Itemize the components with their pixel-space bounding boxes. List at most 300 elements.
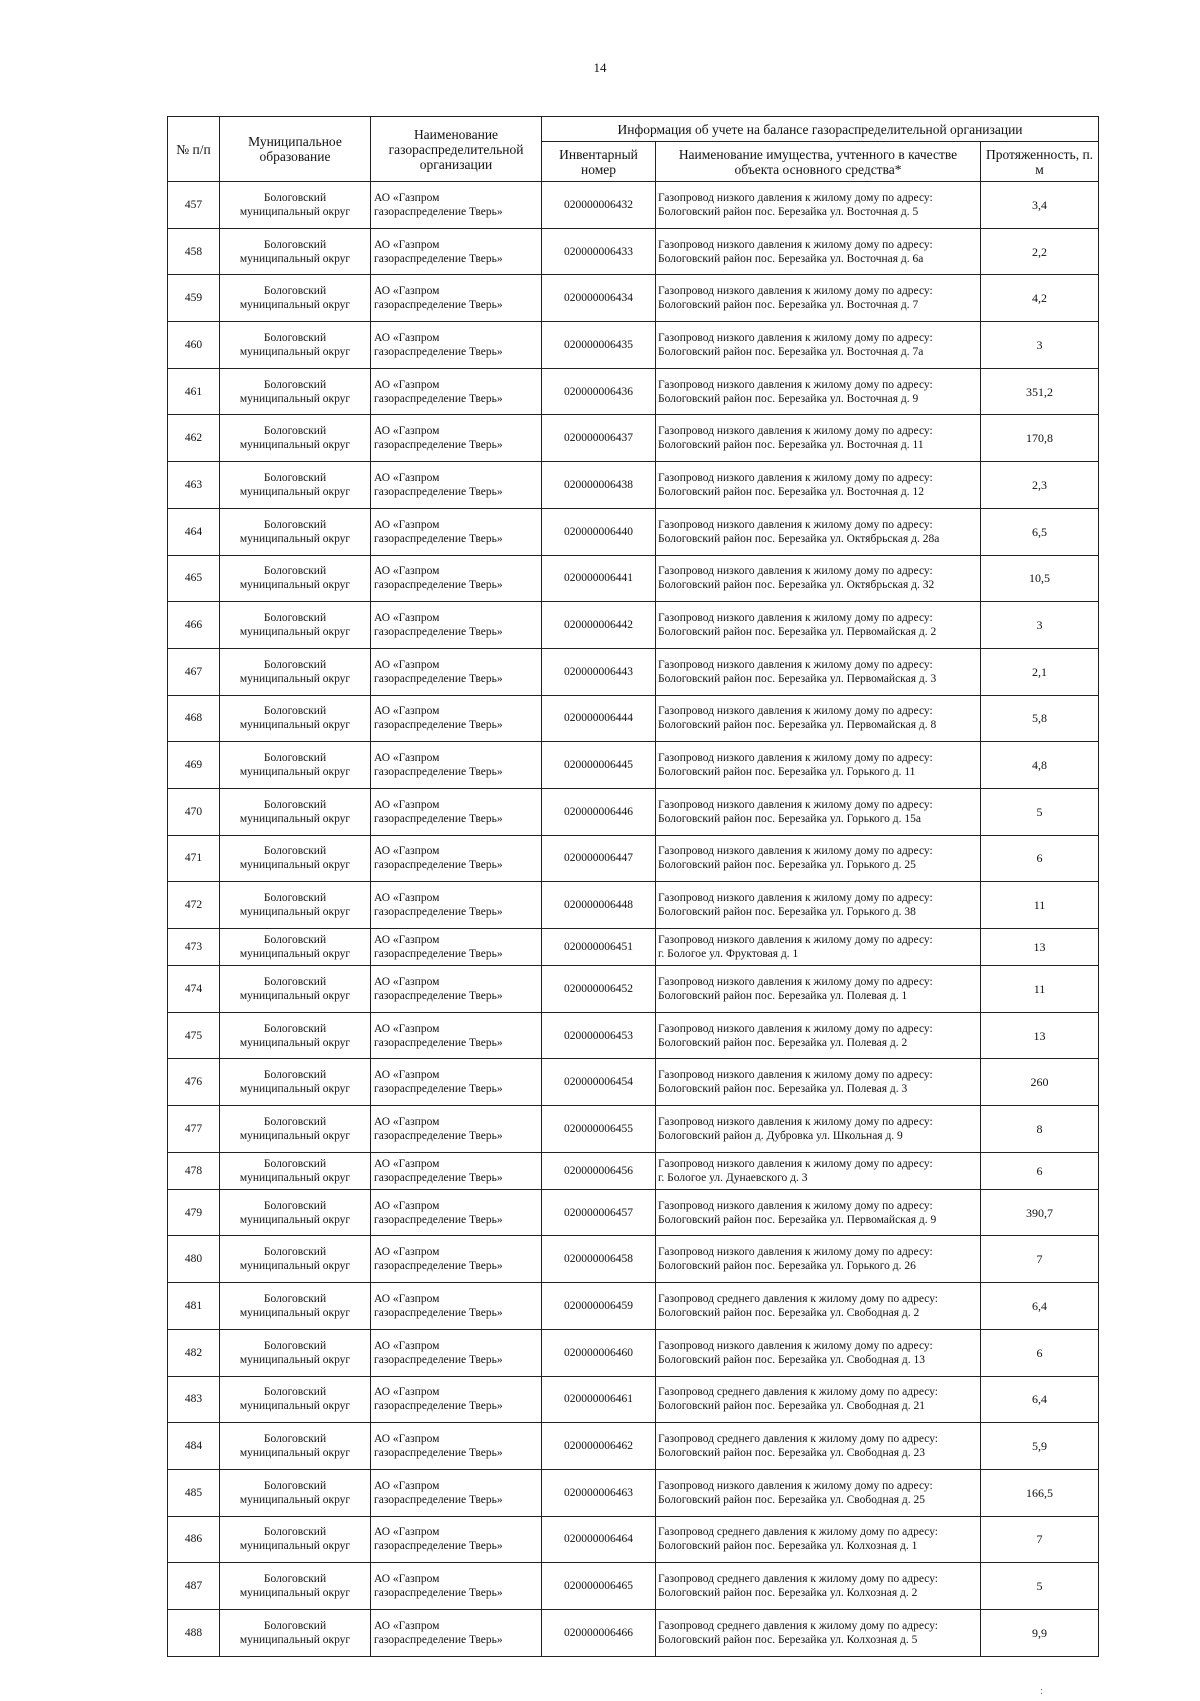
length-value: 7 xyxy=(981,1516,1099,1563)
org-line-2: газораспределение Тверь» xyxy=(374,1260,503,1273)
object-cell xyxy=(656,555,981,602)
org-cell xyxy=(371,1189,542,1236)
inventory-number: 020000006452 xyxy=(542,966,656,1013)
object-cell xyxy=(656,1469,981,1516)
row-number: 464 xyxy=(168,508,220,555)
row-number: 462 xyxy=(168,415,220,462)
org-line-2: газораспределение Тверь» xyxy=(374,626,503,639)
municipality-cell xyxy=(220,1469,371,1516)
org-line-1: АО «Газпром xyxy=(374,191,440,204)
object-cell xyxy=(656,228,981,275)
municipality-line-1: Бологовский xyxy=(263,1433,327,1446)
org-line-2: газораспределение Тверь» xyxy=(374,1036,503,1049)
municipality-line-2: муниципальный округ xyxy=(239,485,351,498)
object-line-1: Газопровод низкого давления к жилому дому по адресу: xyxy=(658,1199,933,1212)
municipality-line-2: муниципальный округ xyxy=(239,672,351,685)
municipality-cell xyxy=(220,1152,371,1189)
org-line-2: газораспределение Тверь» xyxy=(374,1353,503,1366)
length-value: 2,1 xyxy=(981,648,1099,695)
row-number: 483 xyxy=(168,1376,220,1423)
municipality-line-1: Бологовский xyxy=(263,238,327,251)
table-row xyxy=(168,695,1099,742)
object-line-1: Газопровод среднего давления к жилому дому по адресу: xyxy=(658,1386,939,1399)
header-org: Наименование газораспределительной организации xyxy=(371,117,542,182)
municipality-line-1: Бологовский xyxy=(263,1573,327,1586)
org-cell xyxy=(371,1106,542,1153)
row-number: 481 xyxy=(168,1283,220,1330)
length-value: 166,5 xyxy=(981,1469,1099,1516)
org-line-1: АО «Газпром xyxy=(374,425,440,438)
municipality-line-2: муниципальный округ xyxy=(239,1171,351,1184)
org-line-2: газораспределение Тверь» xyxy=(374,485,503,498)
municipality-line-1: Бологовский xyxy=(263,1022,327,1035)
inventory-number: 020000006453 xyxy=(542,1012,656,1059)
row-number: 478 xyxy=(168,1152,220,1189)
length-value: 13 xyxy=(981,1012,1099,1059)
object-line-2: Бологовский район пос. Березайка ул. Горького д. 25 xyxy=(658,859,916,872)
length-value: 6,5 xyxy=(981,508,1099,555)
table-row xyxy=(168,1469,1099,1516)
org-line-2: газораспределение Тверь» xyxy=(374,1213,503,1226)
org-cell xyxy=(371,1059,542,1106)
row-number: 487 xyxy=(168,1563,220,1610)
municipality-line-1: Бологовский xyxy=(263,705,327,718)
org-cell xyxy=(371,1152,542,1189)
object-line-1: Газопровод среднего давления к жилому дому по адресу: xyxy=(658,1619,939,1632)
object-cell xyxy=(656,835,981,882)
object-line-1: Газопровод среднего давления к жилому дому по адресу: xyxy=(658,1433,939,1446)
municipality-line-1: Бологовский xyxy=(263,1199,327,1212)
object-line-2: Бологовский район пос. Березайка ул. Первомайская д. 2 xyxy=(658,626,937,639)
object-line-2: Бологовский район пос. Березайка ул. Полевая д. 2 xyxy=(658,1036,908,1049)
municipality-cell xyxy=(220,1059,371,1106)
org-cell xyxy=(371,322,542,369)
object-line-1: Газопровод низкого давления к жилому дому по адресу: xyxy=(658,798,933,811)
org-line-2: газораспределение Тверь» xyxy=(374,1306,503,1319)
object-cell xyxy=(656,1283,981,1330)
municipality-line-2: муниципальный округ xyxy=(239,1540,351,1553)
municipality-line-1: Бологовский xyxy=(263,975,327,988)
row-number: 469 xyxy=(168,742,220,789)
table-row xyxy=(168,368,1099,415)
municipality-cell xyxy=(220,1563,371,1610)
length-value: 3 xyxy=(981,322,1099,369)
object-line-2: Бологовский район пос. Березайка ул. Восточная д. 9 xyxy=(658,392,919,405)
org-line-1: АО «Газпром xyxy=(374,845,440,858)
org-line-2: газораспределение Тверь» xyxy=(374,859,503,872)
inventory-number: 020000006465 xyxy=(542,1563,656,1610)
object-line-1: Газопровод среднего давления к жилому дому по адресу: xyxy=(658,1573,939,1586)
inventory-number: 020000006434 xyxy=(542,275,656,322)
municipality-line-2: муниципальный округ xyxy=(239,1493,351,1506)
org-line-2: газораспределение Тверь» xyxy=(374,719,503,732)
org-cell xyxy=(371,1376,542,1423)
row-number: 467 xyxy=(168,648,220,695)
inventory-number: 020000006457 xyxy=(542,1189,656,1236)
org-line-2: газораспределение Тверь» xyxy=(374,205,503,218)
object-cell xyxy=(656,695,981,742)
object-line-1: Газопровод низкого давления к жилому дому по адресу: xyxy=(658,518,933,531)
inventory-number: 020000006451 xyxy=(542,929,656,966)
municipality-cell xyxy=(220,508,371,555)
municipality-line-2: муниципальный округ xyxy=(239,205,351,218)
inventory-number: 020000006432 xyxy=(542,182,656,229)
municipality-line-2: муниципальный округ xyxy=(239,906,351,919)
municipality-line-2: муниципальный округ xyxy=(239,252,351,265)
municipality-cell xyxy=(220,695,371,742)
municipality-line-2: муниципальный округ xyxy=(239,948,351,960)
org-line-1: АО «Газпром xyxy=(374,1526,440,1539)
org-line-1: АО «Газпром xyxy=(374,934,440,946)
org-cell xyxy=(371,648,542,695)
length-value: 13 xyxy=(981,929,1099,966)
municipality-cell xyxy=(220,228,371,275)
table-row xyxy=(168,788,1099,835)
object-cell xyxy=(656,602,981,649)
municipality-cell xyxy=(220,602,371,649)
object-cell xyxy=(656,1329,981,1376)
org-line-2: газораспределение Тверь» xyxy=(374,766,503,779)
object-line-1: Газопровод низкого давления к жилому дому по адресу: xyxy=(658,425,933,438)
object-line-1: Газопровод низкого давления к жилому дому по адресу: xyxy=(658,1339,933,1352)
municipality-cell xyxy=(220,322,371,369)
length-value: 6 xyxy=(981,1329,1099,1376)
object-line-1: Газопровод низкого давления к жилому дому по адресу: xyxy=(658,934,933,946)
registry-table xyxy=(167,116,1099,1657)
object-cell xyxy=(656,508,981,555)
municipality-cell xyxy=(220,182,371,229)
org-line-1: АО «Газпром xyxy=(374,238,440,251)
municipality-cell xyxy=(220,882,371,929)
length-value: 4,2 xyxy=(981,275,1099,322)
org-line-2: газораспределение Тверь» xyxy=(374,345,503,358)
object-line-1: Газопровод низкого давления к жилому дому по адресу: xyxy=(658,1115,933,1128)
inventory-number: 020000006445 xyxy=(542,742,656,789)
length-value: 6,4 xyxy=(981,1376,1099,1423)
header-inventory: Инвентарный номер xyxy=(542,142,656,182)
inventory-number: 020000006437 xyxy=(542,415,656,462)
org-line-2: газораспределение Тверь» xyxy=(374,1400,503,1413)
object-line-1: Газопровод низкого давления к жилому дому по адресу: xyxy=(658,331,933,344)
header-balance-group: Информация об учете на балансе газораспределительной организации xyxy=(542,117,1099,142)
page-number: 14 xyxy=(593,60,607,75)
org-line-2: газораспределение Тверь» xyxy=(374,532,503,545)
table-row xyxy=(168,1106,1099,1153)
org-line-1: АО «Газпром xyxy=(374,1292,440,1305)
municipality-line-1: Бологовский xyxy=(263,1157,327,1170)
org-line-2: газораспределение Тверь» xyxy=(374,252,503,265)
object-line-2: Бологовский район д. Дубровка ул. Школьная д. 9 xyxy=(658,1129,903,1142)
inventory-number: 020000006463 xyxy=(542,1469,656,1516)
row-number: 457 xyxy=(168,182,220,229)
municipality-line-1: Бологовский xyxy=(263,331,327,344)
object-cell xyxy=(656,788,981,835)
row-number: 485 xyxy=(168,1469,220,1516)
object-cell xyxy=(656,1189,981,1236)
length-value: 5,9 xyxy=(981,1423,1099,1470)
row-number: 475 xyxy=(168,1012,220,1059)
row-number: 486 xyxy=(168,1516,220,1563)
object-line-1: Газопровод низкого давления к жилому дому по адресу: xyxy=(658,705,933,718)
table-row xyxy=(168,322,1099,369)
municipality-line-2: муниципальный округ xyxy=(239,1083,351,1096)
inventory-number: 020000006461 xyxy=(542,1376,656,1423)
org-cell xyxy=(371,835,542,882)
municipality-line-2: муниципальный округ xyxy=(239,1447,351,1460)
object-cell xyxy=(656,742,981,789)
org-cell xyxy=(371,1516,542,1563)
org-line-2: газораспределение Тверь» xyxy=(374,1083,503,1096)
inventory-number: 020000006444 xyxy=(542,695,656,742)
municipality-line-1: Бологовский xyxy=(263,892,327,905)
table-row xyxy=(168,1012,1099,1059)
inventory-number: 020000006436 xyxy=(542,368,656,415)
table-row xyxy=(168,1189,1099,1236)
object-line-1: Газопровод низкого давления к жилому дому по адресу: xyxy=(658,1022,933,1035)
inventory-number: 020000006459 xyxy=(542,1283,656,1330)
object-line-1: Газопровод низкого давления к жилому дому по адресу: xyxy=(658,752,933,765)
municipality-cell xyxy=(220,555,371,602)
object-line-2: Бологовский район пос. Березайка ул. Свободная д. 2 xyxy=(658,1306,920,1319)
length-value: 4,8 xyxy=(981,742,1099,789)
municipality-line-1: Бологовский xyxy=(263,934,327,946)
object-cell xyxy=(656,1563,981,1610)
org-line-2: газораспределение Тверь» xyxy=(374,672,503,685)
row-number: 460 xyxy=(168,322,220,369)
org-cell xyxy=(371,1012,542,1059)
org-line-2: газораспределение Тверь» xyxy=(374,1633,503,1646)
org-line-2: газораспределение Тверь» xyxy=(374,1587,503,1600)
table-row xyxy=(168,275,1099,322)
object-cell xyxy=(656,966,981,1013)
org-cell xyxy=(371,1469,542,1516)
inventory-number: 020000006455 xyxy=(542,1106,656,1153)
org-line-1: АО «Газпром xyxy=(374,1619,440,1632)
org-line-1: АО «Газпром xyxy=(374,798,440,811)
org-line-1: АО «Газпром xyxy=(374,378,440,391)
row-number: 482 xyxy=(168,1329,220,1376)
org-line-1: АО «Газпром xyxy=(374,1479,440,1492)
org-line-1: АО «Газпром xyxy=(374,331,440,344)
org-line-2: газораспределение Тверь» xyxy=(374,1493,503,1506)
municipality-cell xyxy=(220,1329,371,1376)
municipality-cell xyxy=(220,1423,371,1470)
org-cell xyxy=(371,555,542,602)
length-value: 8 xyxy=(981,1106,1099,1153)
object-line-2: Бологовский район пос. Березайка ул. Восточная д. 11 xyxy=(658,439,924,452)
length-value: 2,2 xyxy=(981,228,1099,275)
object-line-2: Бологовский район пос. Березайка ул. Свободная д. 23 xyxy=(658,1447,925,1460)
municipality-cell xyxy=(220,275,371,322)
org-cell xyxy=(371,1423,542,1470)
header-municipality: Муниципальное образование xyxy=(220,117,371,182)
object-line-1: Газопровод низкого давления к жилому дому по адресу: xyxy=(658,845,933,858)
object-line-1: Газопровод низкого давления к жилому дому по адресу: xyxy=(658,378,933,391)
object-line-2: Бологовский район пос. Березайка ул. Горького д. 26 xyxy=(658,1260,916,1273)
object-cell xyxy=(656,1423,981,1470)
municipality-cell xyxy=(220,1012,371,1059)
org-line-2: газораспределение Тверь» xyxy=(374,392,503,405)
object-line-2: Бологовский район пос. Березайка ул. Первомайская д. 8 xyxy=(658,719,937,732)
municipality-line-1: Бологовский xyxy=(263,1386,327,1399)
table-row xyxy=(168,1236,1099,1283)
object-line-1: Газопровод низкого давления к жилому дому по адресу: xyxy=(658,565,933,578)
object-line-1: Газопровод среднего давления к жилому дому по адресу: xyxy=(658,1292,939,1305)
table-row xyxy=(168,1329,1099,1376)
row-number: 488 xyxy=(168,1609,220,1656)
object-line-2: Бологовский район пос. Березайка ул. Восточная д. 7 xyxy=(658,299,919,312)
municipality-cell xyxy=(220,966,371,1013)
object-line-2: Бологовский район пос. Березайка ул. Горького д. 11 xyxy=(658,766,916,779)
org-cell xyxy=(371,929,542,966)
municipality-line-2: муниципальный округ xyxy=(239,1633,351,1646)
org-line-1: АО «Газпром xyxy=(374,1339,440,1352)
inventory-number: 020000006442 xyxy=(542,602,656,649)
municipality-line-1: Бологовский xyxy=(263,565,327,578)
municipality-line-2: муниципальный округ xyxy=(239,812,351,825)
table-body xyxy=(168,182,1099,1657)
municipality-line-2: муниципальный округ xyxy=(239,392,351,405)
header-object: Наименование имущества, учтенного в качестве объекта основного средства* xyxy=(656,142,981,182)
org-cell xyxy=(371,1563,542,1610)
table-row xyxy=(168,555,1099,602)
object-cell xyxy=(656,415,981,462)
municipality-line-1: Бологовский xyxy=(263,285,327,298)
municipality-line-1: Бологовский xyxy=(263,798,327,811)
inventory-number: 020000006454 xyxy=(542,1059,656,1106)
municipality-line-1: Бологовский xyxy=(263,191,327,204)
municipality-cell xyxy=(220,1609,371,1656)
municipality-line-1: Бологовский xyxy=(263,612,327,625)
table-row xyxy=(168,1059,1099,1106)
object-cell xyxy=(656,1059,981,1106)
municipality-line-1: Бологовский xyxy=(263,752,327,765)
inventory-number: 020000006441 xyxy=(542,555,656,602)
org-line-1: АО «Газпром xyxy=(374,1115,440,1128)
org-line-1: АО «Газпром xyxy=(374,285,440,298)
municipality-cell xyxy=(220,1283,371,1330)
org-cell xyxy=(371,508,542,555)
length-value: 2,3 xyxy=(981,462,1099,509)
inventory-number: 020000006435 xyxy=(542,322,656,369)
municipality-line-2: муниципальный округ xyxy=(239,1353,351,1366)
municipality-line-1: Бологовский xyxy=(263,1526,327,1539)
municipality-cell xyxy=(220,835,371,882)
org-line-1: АО «Газпром xyxy=(374,658,440,671)
length-value: 5 xyxy=(981,788,1099,835)
object-line-2: Бологовский район пос. Березайка ул. Свободная д. 21 xyxy=(658,1400,925,1413)
org-line-2: газораспределение Тверь» xyxy=(374,1171,503,1184)
object-line-2: г. Бологое ул. Дунаевского д. 3 xyxy=(658,1171,808,1184)
municipality-cell xyxy=(220,1236,371,1283)
org-cell xyxy=(371,882,542,929)
municipality-line-2: муниципальный округ xyxy=(239,989,351,1002)
org-cell xyxy=(371,966,542,1013)
table-row xyxy=(168,508,1099,555)
object-line-2: Бологовский район пос. Березайка ул. Колхозная д. 5 xyxy=(658,1633,918,1646)
inventory-number: 020000006458 xyxy=(542,1236,656,1283)
scan-dot: : xyxy=(1040,1685,1044,1697)
municipality-cell xyxy=(220,1516,371,1563)
municipality-line-1: Бологовский xyxy=(263,1479,327,1492)
inventory-number: 020000006440 xyxy=(542,508,656,555)
row-number: 461 xyxy=(168,368,220,415)
org-line-1: АО «Газпром xyxy=(374,612,440,625)
municipality-line-2: муниципальный округ xyxy=(239,1400,351,1413)
org-line-2: газораспределение Тверь» xyxy=(374,299,503,312)
org-line-1: АО «Газпром xyxy=(374,975,440,988)
org-line-2: газораспределение Тверь» xyxy=(374,989,503,1002)
object-line-1: Газопровод низкого давления к жилому дому по адресу: xyxy=(658,1246,933,1259)
org-line-2: газораспределение Тверь» xyxy=(374,579,503,592)
row-number: 477 xyxy=(168,1106,220,1153)
header-length: Протяженность, п. м xyxy=(981,142,1099,182)
org-cell xyxy=(371,182,542,229)
table-row xyxy=(168,415,1099,462)
org-cell xyxy=(371,1609,542,1656)
row-number: 471 xyxy=(168,835,220,882)
municipality-line-2: муниципальный округ xyxy=(239,1036,351,1049)
org-cell xyxy=(371,742,542,789)
municipality-line-1: Бологовский xyxy=(263,425,327,438)
object-line-2: Бологовский район пос. Березайка ул. Горького д. 15а xyxy=(658,812,921,825)
table-row xyxy=(168,602,1099,649)
length-value: 10,5 xyxy=(981,555,1099,602)
object-cell xyxy=(656,1106,981,1153)
municipality-line-2: муниципальный округ xyxy=(239,1587,351,1600)
length-value: 6,4 xyxy=(981,1283,1099,1330)
inventory-number: 020000006464 xyxy=(542,1516,656,1563)
municipality-line-1: Бологовский xyxy=(263,378,327,391)
table-row xyxy=(168,1563,1099,1610)
object-cell xyxy=(656,882,981,929)
org-line-1: АО «Газпром xyxy=(374,565,440,578)
org-cell xyxy=(371,602,542,649)
object-line-2: Бологовский район пос. Березайка ул. Полевая д. 1 xyxy=(658,989,908,1002)
municipality-line-2: муниципальный округ xyxy=(239,299,351,312)
object-line-2: Бологовский район пос. Березайка ул. Свободная д. 25 xyxy=(658,1493,925,1506)
object-line-1: Газопровод низкого давления к жилому дому по адресу: xyxy=(658,612,933,625)
object-cell xyxy=(656,1152,981,1189)
table-row xyxy=(168,648,1099,695)
row-number: 466 xyxy=(168,602,220,649)
municipality-cell xyxy=(220,788,371,835)
table-row xyxy=(168,1423,1099,1470)
municipality-line-1: Бологовский xyxy=(263,471,327,484)
table-row xyxy=(168,929,1099,966)
length-value: 351,2 xyxy=(981,368,1099,415)
municipality-line-1: Бологовский xyxy=(263,845,327,858)
inventory-number: 020000006448 xyxy=(542,882,656,929)
row-number: 484 xyxy=(168,1423,220,1470)
org-line-1: АО «Газпром xyxy=(374,1157,440,1170)
table-row xyxy=(168,1376,1099,1423)
municipality-line-2: муниципальный округ xyxy=(239,579,351,592)
municipality-line-2: муниципальный округ xyxy=(239,532,351,545)
object-cell xyxy=(656,1012,981,1059)
org-line-1: АО «Газпром xyxy=(374,471,440,484)
org-cell xyxy=(371,368,542,415)
org-line-1: АО «Газпром xyxy=(374,1386,440,1399)
object-line-1: Газопровод низкого давления к жилому дому по адресу: xyxy=(658,975,933,988)
inventory-number: 020000006438 xyxy=(542,462,656,509)
length-value: 3,4 xyxy=(981,182,1099,229)
table-header xyxy=(168,117,1099,182)
municipality-line-1: Бологовский xyxy=(263,1339,327,1352)
municipality-line-2: муниципальный округ xyxy=(239,766,351,779)
object-cell xyxy=(656,1236,981,1283)
object-line-1: Газопровод низкого давления к жилому дому по адресу: xyxy=(658,1069,933,1082)
